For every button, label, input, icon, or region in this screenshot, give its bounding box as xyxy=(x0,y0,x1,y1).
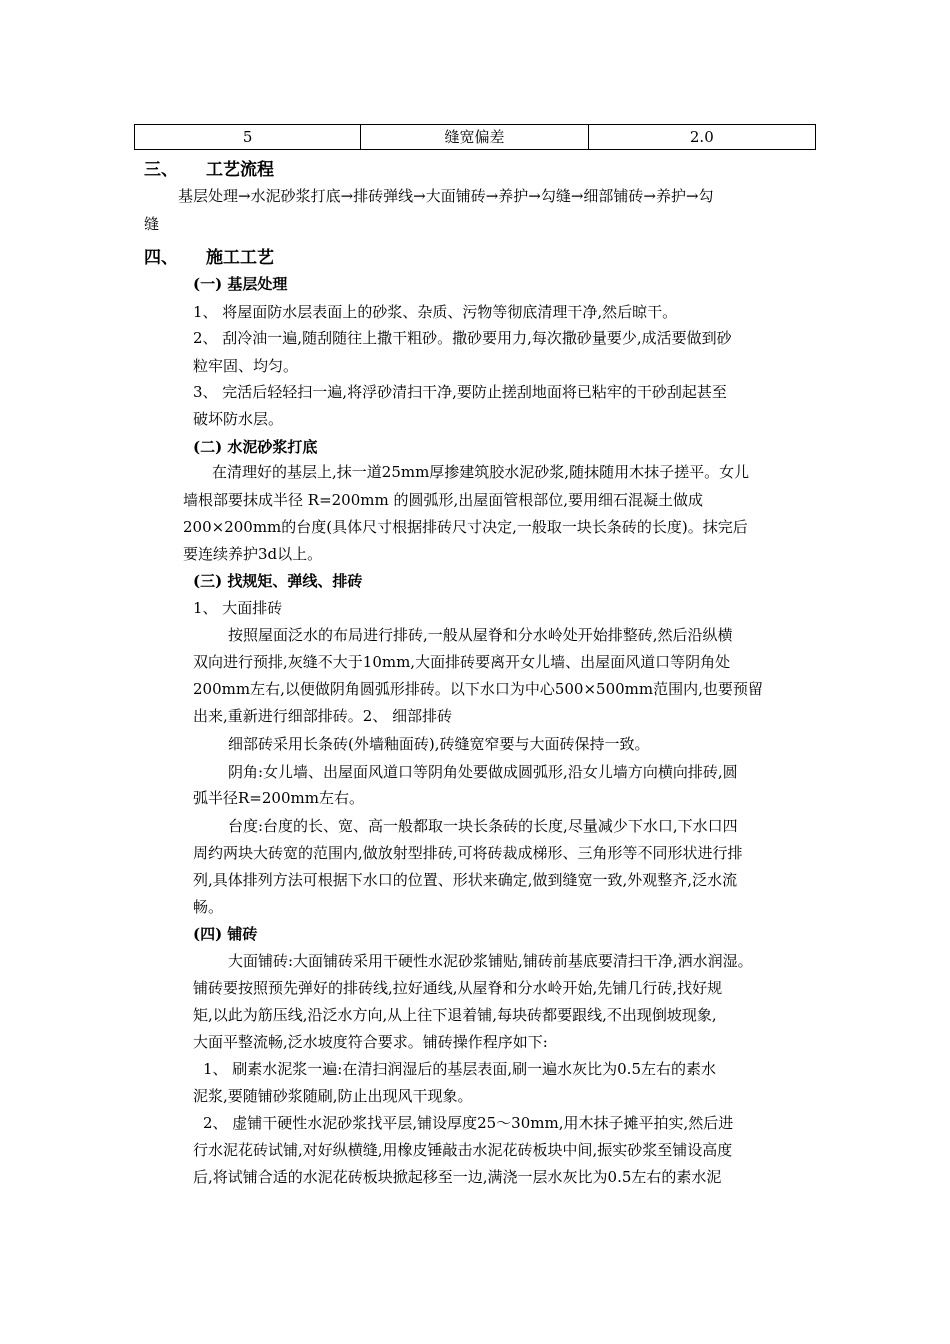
subsection-heading-4: (四) 铺砖 xyxy=(193,925,258,943)
paragraph-line: 弧半径R=200mm左右。 xyxy=(193,789,364,807)
tolerance-table xyxy=(134,124,816,150)
paragraph-line: 畅。 xyxy=(193,898,224,916)
table-cell-value: 2.0 xyxy=(588,125,815,150)
paragraph-line: 按照屋面泛水的布局进行排砖,一般从屋脊和分水岭处开始排整砖,然后沿纵横 xyxy=(228,626,733,644)
paragraph-line: 周约两块大砖宽的范围内,做放射型排砖,可将砖裁成梯形、三角形等不同形状进行排 xyxy=(193,844,743,862)
paragraph-line: 大面铺砖:大面铺砖采用干硬性水泥砂浆铺贴,铺砖前基底要清扫干净,洒水润湿。 xyxy=(228,952,753,970)
paragraph-line: 3、 完活后轻轻扫一遍,将浮砂清扫干净,要防止搓刮地面将已粘牢的干砂刮起甚至 xyxy=(193,383,727,401)
paragraph-line: 1、 将屋面防水层表面上的砂浆、杂质、污物等彻底清理干净,然后晾干。 xyxy=(193,303,678,321)
paragraph-line: 列,具体排列方法可根据下水口的位置、形状来确定,做到缝宽一致,外观整齐,泛水流 xyxy=(193,871,738,889)
section-heading-3 xyxy=(144,160,274,180)
paragraph-line: 粒牢固、均匀。 xyxy=(193,357,299,375)
table-cell-item: 缝宽偏差 xyxy=(361,125,588,150)
paragraph-line: 铺砖要按照预先弹好的排砖线,拉好通线,从屋脊和分水岭开始,先铺几行砖,找好规 xyxy=(193,979,723,997)
paragraph-line: 要连续养护3d以上。 xyxy=(183,545,323,563)
section-number: 三、 xyxy=(144,160,178,180)
paragraph-line: 破坏防水层。 xyxy=(193,410,284,428)
section-title: 施工工艺 xyxy=(206,248,274,268)
subsection-heading-1: (一) 基层处理 xyxy=(193,275,288,293)
paragraph-line: 1、 刷素水泥浆一遍:在清扫润湿后的基层表面,刷一遍水灰比为0.5左右的素水 xyxy=(203,1060,716,1078)
paragraph-line: 出来,重新进行细部排砖。2、 细部排砖 xyxy=(193,707,453,725)
section-heading-4 xyxy=(144,248,274,268)
paragraph-line: 台度:台度的长、宽、高一般都取一块长条砖的长度,尽量减少下水口,下水口四 xyxy=(228,817,738,835)
paragraph-line: 阴角:女儿墙、出屋面风道口等阴角处要做成圆弧形,沿女儿墙方向横向排砖,圆 xyxy=(228,763,738,781)
paragraph-line: 行水泥花砖试铺,对好纵横缝,用橡皮锤敲击水泥花砖板块中间,振实砂浆至铺设高度 xyxy=(193,1141,733,1159)
paragraph-line: 2、 刮冷油一遍,随刮随往上撒干粗砂。撒砂要用力,每次撒砂量要少,成活要做到砂 xyxy=(193,329,732,347)
subsection-heading-3: (三) 找规矩、弹线、排砖 xyxy=(193,572,363,590)
paragraph-line: 泥浆,要随铺砂浆随刷,防止出现风干现象。 xyxy=(193,1087,473,1105)
section-number: 四、 xyxy=(144,248,178,268)
paragraph-line: 墙根部要抹成半径 R=200mm 的圆弧形,出屋面管根部位,要用细石混凝土做成 xyxy=(183,491,704,509)
table-cell-no: 5 xyxy=(135,125,361,150)
paragraph-line: 在清理好的基层上,抹一道25mm厚掺建筑胶水泥砂浆,随抹随用木抹子搓平。女儿 xyxy=(212,463,750,481)
paragraph-line: 后,将试铺合适的水泥花砖板块掀起移至一边,满浇一层水灰比为0.5左右的素水泥 xyxy=(193,1168,722,1186)
paragraph-line: 缝 xyxy=(144,215,160,233)
paragraph-line: 双向进行预排,灰缝不大于10mm,大面排砖要离开女儿墙、出屋面风道口等阴角处 xyxy=(193,653,731,671)
paragraph-line: 200mm左右,以便做阴角圆弧形排砖。以下水口为中心500×500mm范围内,也要预留 xyxy=(193,680,763,698)
paragraph-line: 200×200mm的台度(具体尺寸根据排砖尺寸决定,一般取一块长条砖的长度)。抹完后 xyxy=(183,518,748,536)
paragraph-line: 基层处理→水泥砂浆打底→排砖弹线→大面铺砖→养护→勾缝→细部铺砖→养护→勾 xyxy=(178,187,714,205)
subsection-heading-2: (二) 水泥砂浆打底 xyxy=(193,438,318,456)
section-title: 工艺流程 xyxy=(206,160,274,180)
paragraph-line: 矩,以此为筋压线,沿泛水方向,从上往下退着铺,每块砖都要跟线,不出现倒坡现象, xyxy=(193,1006,717,1024)
paragraph-line: 2、 虚铺干硬性水泥砂浆找平层,铺设厚度25～30mm,用木抹子摊平拍实,然后进 xyxy=(203,1114,734,1132)
table-row xyxy=(135,125,816,150)
paragraph-line: 细部砖采用长条砖(外墙釉面砖),砖缝宽窄要与大面砖保持一致。 xyxy=(228,735,650,753)
paragraph-line: 大面平整流畅,泛水坡度符合要求。铺砖操作程序如下: xyxy=(193,1033,548,1051)
paragraph-line: 1、 大面排砖 xyxy=(193,599,283,617)
